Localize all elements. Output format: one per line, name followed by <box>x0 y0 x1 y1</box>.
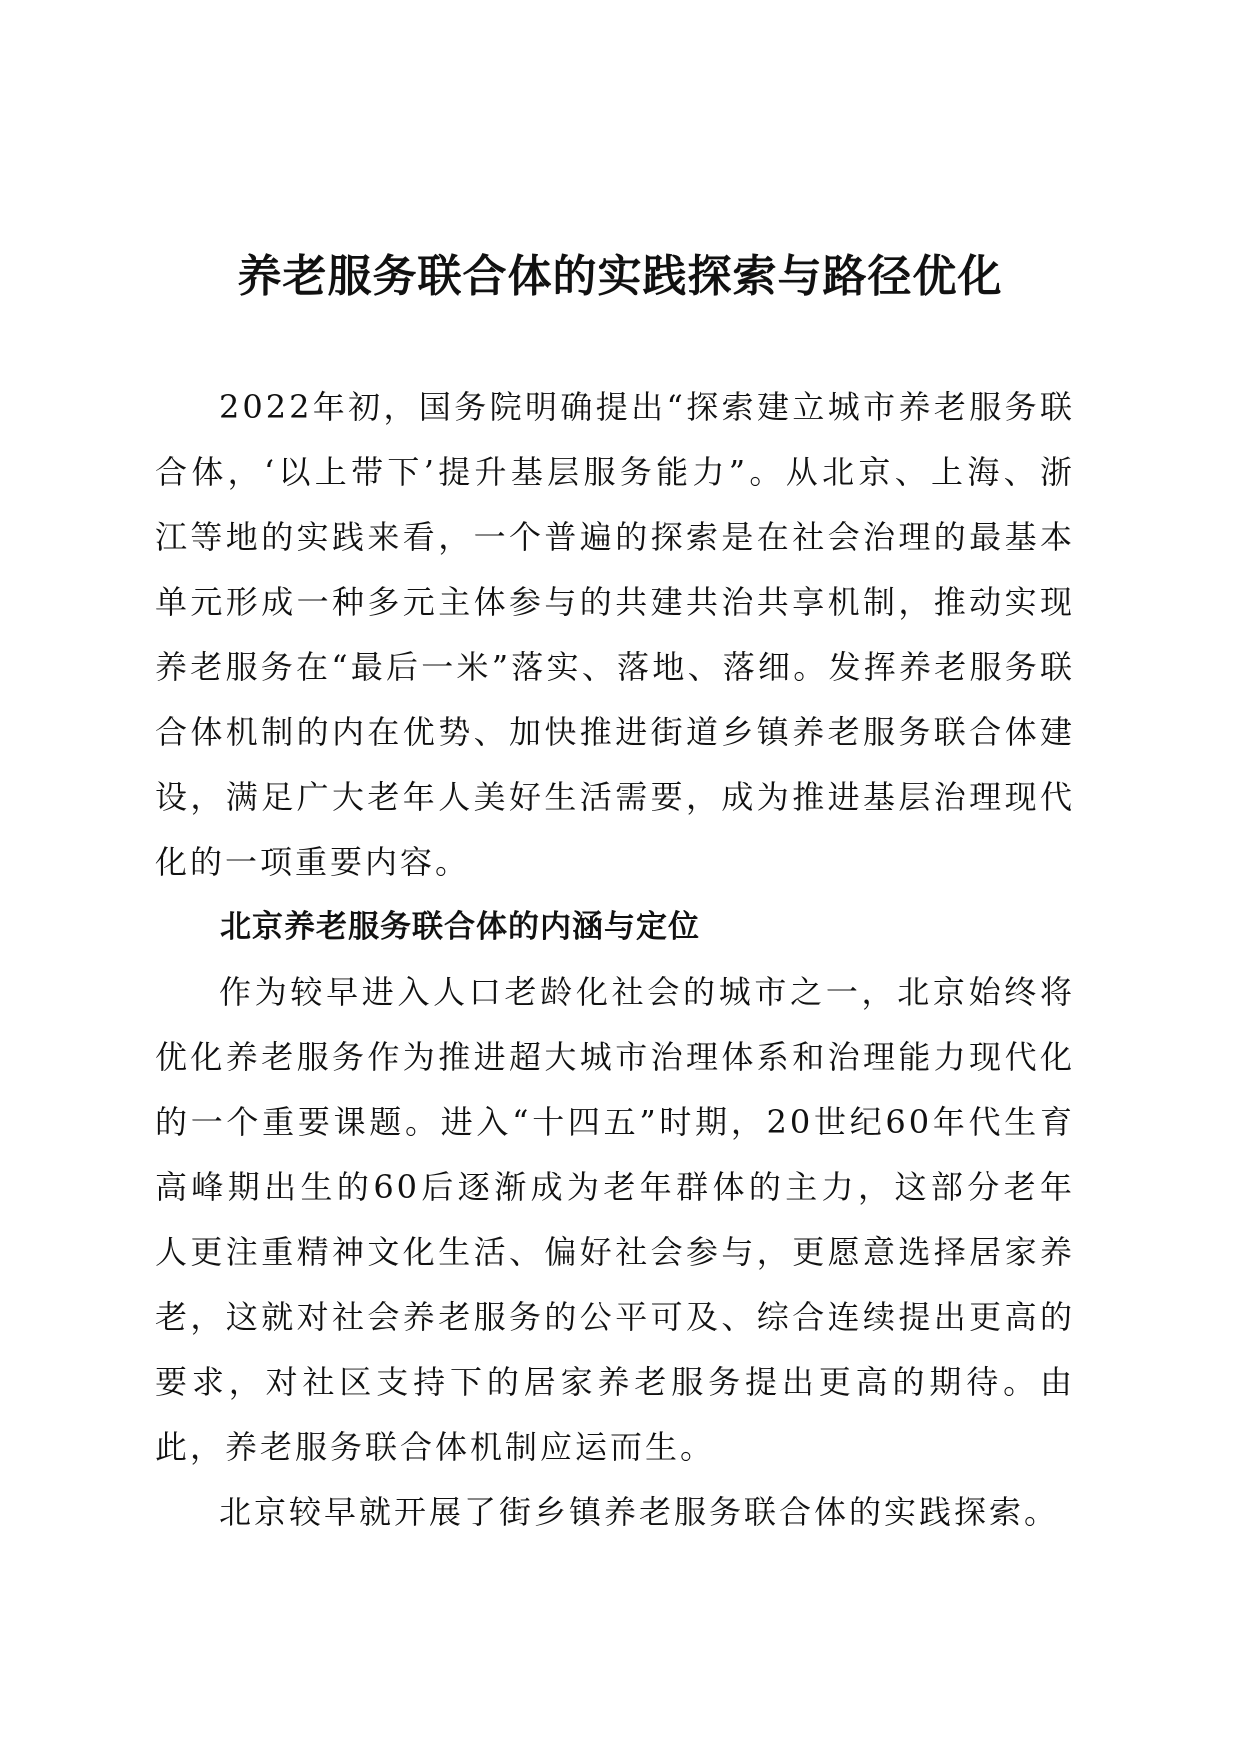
section-heading: 北京养老服务联合体的内涵与定位 <box>220 909 700 945</box>
paragraph-beijing-practice: 北京较早就开展了街乡镇养老服务联合体的实践探索。 <box>219 1493 1060 1531</box>
document-title: 养老服务联合体的实践探索与路径优化 <box>237 251 1003 302</box>
paragraph-beijing-context: 作为较早进入人口老龄化社会的城市之一，北京始终将优化养老服务作为推进超大城市治理体系和治理能力现代化的一个重要课题。进入“十四五”时期，20世纪60年代生育高峰期出生的60后逐渐成为老年群体的主力，这部分老年人更注重精神文化生活、偏好社会参与，更愿意选择居家养老，这就对社会养老服务的公平可及、综合连续提出更高的要求，对社区支持下的居家养老服务提出更高的期待。由此，养老服务联合体机制应运而生。 <box>155 973 1075 1466</box>
paragraph-intro: 2022年初，国务院明确提出“探索建立城市养老服务联合体，‘以上带下’提升基层服务能力”。从北京、上海、浙江等地的实践来看，一个普遍的探索是在社会治理的最基本单元形成一种多元主体参与的共建共治共享机制，推动实现养老服务在“最后一米”落实、落地、落细。发挥养老服务联合体机制的内在优势、加快推进街道乡镇养老服务联合体建设，满足广大老年人美好生活需要，成为推进基层治理现代化的一项重要内容。 <box>155 388 1075 881</box>
